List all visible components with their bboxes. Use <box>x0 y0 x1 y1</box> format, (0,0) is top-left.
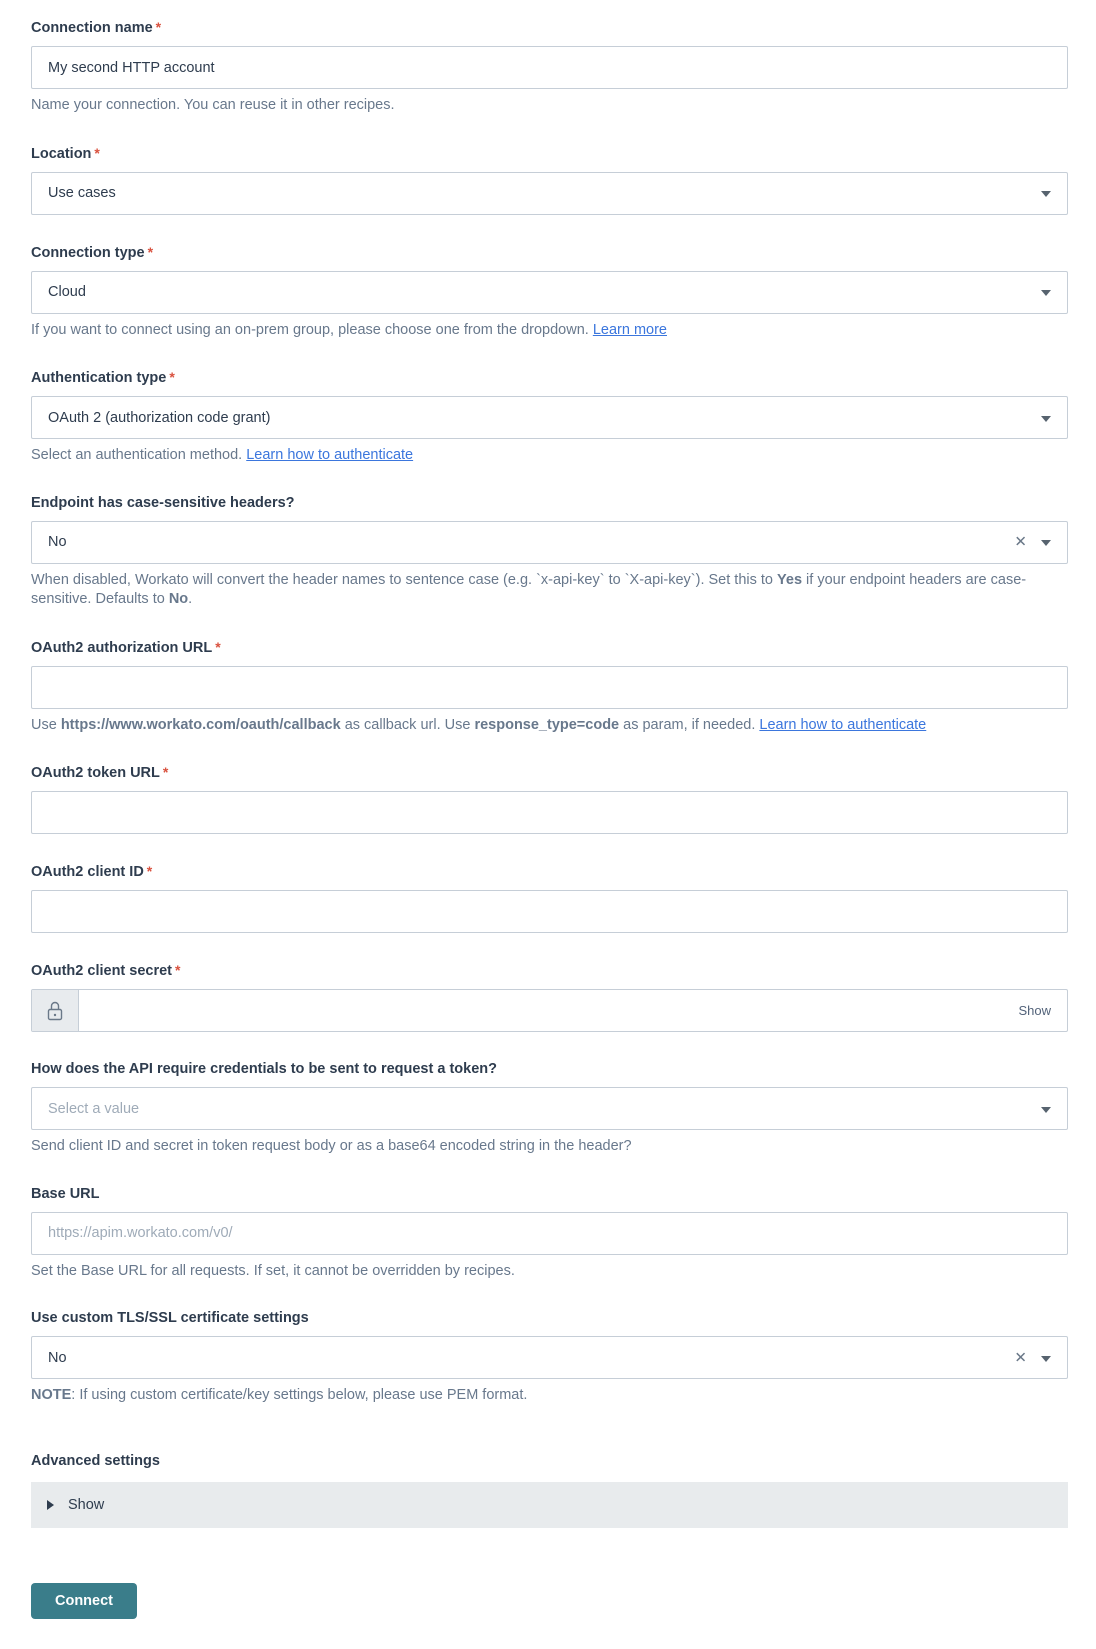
field-advanced-settings <box>31 1454 1068 1528</box>
required-asterisk: * <box>147 243 154 260</box>
connection-name-input[interactable] <box>31 46 1068 89</box>
connection-type-select[interactable] <box>31 271 1068 314</box>
custom-tls-label <box>31 1311 1068 1326</box>
help-text-segment: . <box>188 591 193 607</box>
field-custom-tls <box>31 1311 1068 1406</box>
field-base-url <box>31 1187 1068 1282</box>
required-asterisk: * <box>146 863 153 879</box>
clear-icon[interactable]: ✕ <box>1014 533 1027 551</box>
oauth2-client-id-input[interactable] <box>31 890 1068 933</box>
field-connection-type <box>31 245 1068 341</box>
connection-type-select-value: Cloud <box>48 284 86 300</box>
authentication-type-label <box>31 370 1068 386</box>
credentials-send-method-placeholder: Select a value <box>48 1100 140 1117</box>
base-url-label <box>31 1187 1068 1202</box>
help-text-segment: as param, if needed. <box>619 716 760 733</box>
help-text-segment: if your endpoint headers are case-sensitive. Defaults to <box>31 571 1027 607</box>
required-asterisk: * <box>162 764 169 780</box>
field-oauth2-client-id <box>31 864 1068 933</box>
label-text: Connection type <box>31 244 145 261</box>
custom-tls-select-value: No <box>48 1349 67 1366</box>
label-text: OAuth2 token URL <box>31 765 160 781</box>
connection-name-label <box>31 20 1068 36</box>
clear-icon[interactable]: ✕ <box>1014 1349 1027 1366</box>
help-bold-segment: response_type=code <box>474 716 620 733</box>
case-sensitive-headers-select[interactable] <box>31 521 1068 564</box>
oauth2-client-secret-field <box>31 989 1068 1032</box>
show-secret-button[interactable]: Show <box>1002 1003 1067 1018</box>
required-asterisk: * <box>215 638 221 655</box>
authentication-type-select[interactable] <box>31 396 1068 439</box>
learn-more-link[interactable]: Learn more <box>592 321 667 338</box>
help-bold-segment: Yes <box>777 571 803 588</box>
chevron-down-icon[interactable] <box>1041 416 1051 422</box>
help-text-segment: If you want to connect using an on-prem group, please choose one from the dropdown. <box>31 321 593 338</box>
connect-button[interactable]: Connect <box>31 1583 137 1619</box>
advanced-settings-expander[interactable] <box>31 1482 1068 1528</box>
label-text: Endpoint has case-sensitive headers? <box>31 494 295 511</box>
field-oauth2-authorization-url <box>31 640 1068 736</box>
label-text: How does the API require credentials to be sent to request a token? <box>31 1061 497 1077</box>
credentials-send-method-select[interactable] <box>31 1087 1068 1130</box>
custom-tls-select[interactable] <box>31 1336 1068 1379</box>
required-asterisk: * <box>175 962 181 978</box>
connection-name-help: Name your connection. You can reuse it in other recipes. <box>31 97 395 113</box>
label-text: Authentication type <box>31 370 167 386</box>
help-text-segment: Use <box>31 716 61 733</box>
lock-icon <box>32 990 79 1031</box>
help-bold-segment: No <box>168 591 189 607</box>
oauth2-authorization-url-input[interactable] <box>31 666 1068 709</box>
field-case-sensitive-headers <box>31 496 1068 610</box>
chevron-down-icon[interactable] <box>1041 1107 1051 1113</box>
credentials-send-method-help: Send client ID and secret in token request body or as a base64 encoded string in the header? <box>31 1138 632 1154</box>
case-sensitive-headers-label <box>31 496 1068 511</box>
oauth2-client-secret-label <box>31 963 1068 979</box>
field-authentication-type <box>31 370 1068 466</box>
field-credentials-send-method <box>31 1062 1068 1157</box>
help-bold-segment: https://www.workato.com/oauth/callback <box>60 716 341 733</box>
help-text-segment: as callback url. Use <box>340 716 475 733</box>
authentication-type-help <box>31 446 1068 466</box>
base-url-input[interactable] <box>31 1212 1068 1255</box>
help-text-segment: When disabled, Workato will convert the header names to sentence case (e.g. `x-api-key` to `X-api-key`). Set this to <box>31 571 778 588</box>
field-connection-name <box>31 20 1068 116</box>
oauth2-authorization-url-label <box>31 640 1068 656</box>
connection-type-help <box>31 321 1068 341</box>
label-text: OAuth2 authorization URL <box>31 639 213 656</box>
oauth2-token-url-label <box>31 765 1068 781</box>
case-sensitive-headers-select-value: No <box>48 534 67 550</box>
advanced-settings-toggle-label: Show <box>68 1496 105 1513</box>
credentials-send-method-label <box>31 1062 1068 1077</box>
triangle-right-icon <box>47 1500 54 1510</box>
required-asterisk: * <box>155 19 162 35</box>
custom-tls-help <box>31 1386 1068 1406</box>
label-text: Location <box>31 145 92 162</box>
field-location <box>31 146 1068 215</box>
location-select-value: Use cases <box>48 185 116 201</box>
case-sensitive-headers-help <box>31 571 1068 610</box>
required-asterisk: * <box>94 144 100 161</box>
label-text: Base URL <box>31 1185 100 1202</box>
help-text-segment: : If using custom certificate/key settings below, please use PEM format. <box>71 1387 528 1403</box>
authentication-type-select-value: OAuth 2 (authorization code grant) <box>48 409 271 426</box>
required-asterisk: * <box>169 369 175 385</box>
connection-type-label <box>31 245 1068 261</box>
chevron-down-icon[interactable] <box>1041 1356 1051 1362</box>
oauth2-client-secret-input[interactable] <box>79 990 1002 1031</box>
field-oauth2-client-secret <box>31 963 1068 1032</box>
base-url-help: Set the Base URL for all requests. If set, it cannot be overridden by recipes. <box>31 1262 515 1279</box>
learn-how-to-authenticate-link[interactable]: Learn how to authenticate <box>759 716 927 733</box>
location-label <box>31 146 1068 162</box>
oauth2-client-id-label <box>31 864 1068 880</box>
chevron-down-icon[interactable] <box>1041 191 1051 197</box>
label-text: Connection name <box>31 20 153 36</box>
location-select[interactable] <box>31 172 1068 215</box>
label-text: OAuth2 client secret <box>31 963 173 979</box>
label-text: Use custom TLS/SSL certificate settings <box>31 1310 309 1326</box>
chevron-down-icon[interactable] <box>1041 540 1051 546</box>
learn-how-to-authenticate-link[interactable]: Learn how to authenticate <box>246 447 414 463</box>
field-oauth2-token-url <box>31 765 1068 834</box>
help-bold-segment: NOTE <box>31 1387 72 1403</box>
advanced-settings-label: Advanced settings <box>31 1452 160 1469</box>
label-text: OAuth2 client ID <box>31 864 144 880</box>
oauth2-token-url-input[interactable] <box>31 791 1068 834</box>
help-text-segment: Select an authentication method. <box>31 447 247 463</box>
oauth2-authorization-url-help <box>31 716 1068 736</box>
chevron-down-icon[interactable] <box>1041 290 1051 296</box>
